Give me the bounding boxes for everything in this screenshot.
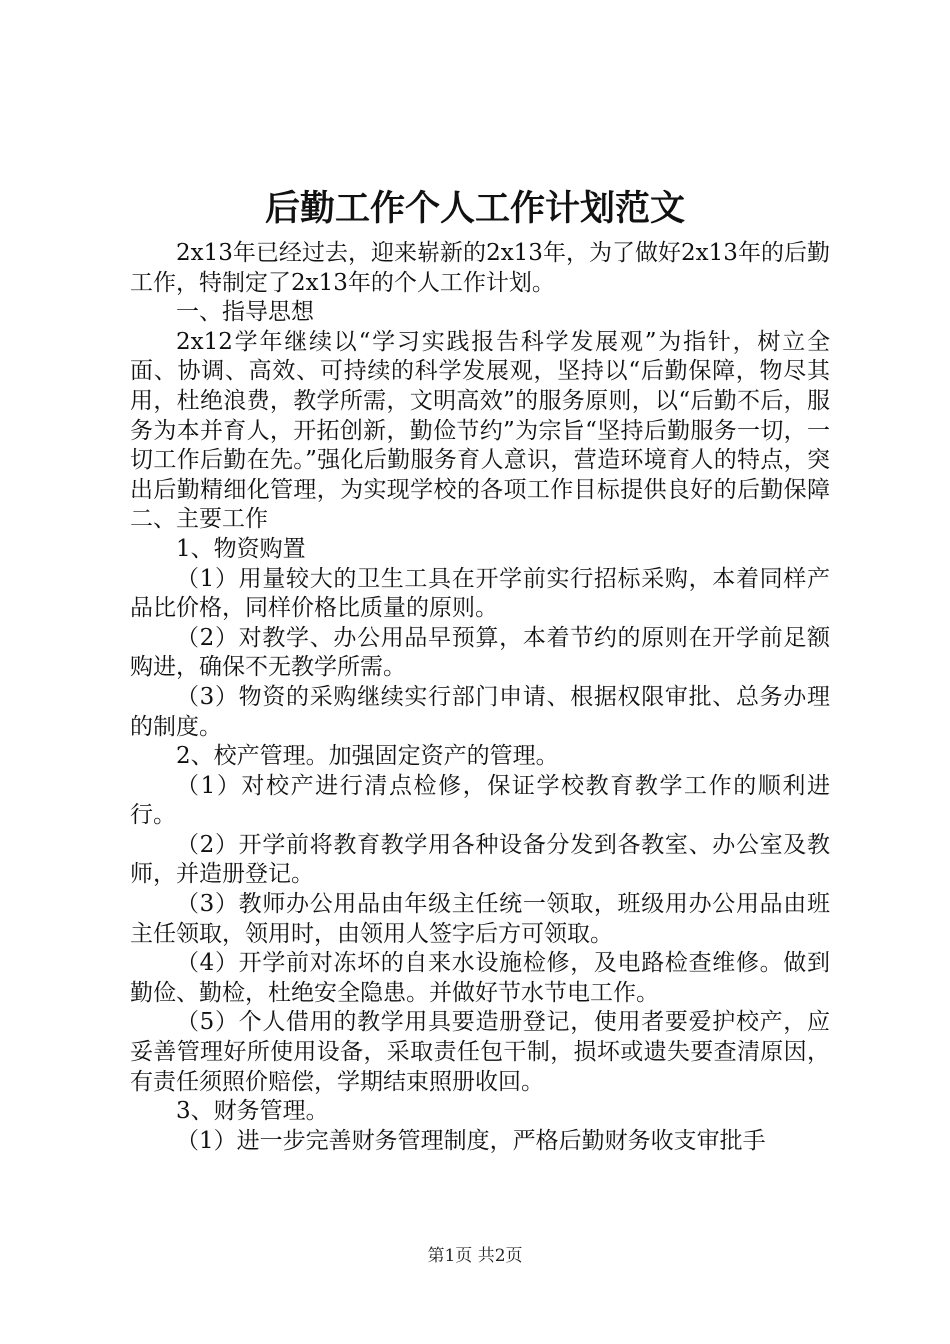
paragraph: （1）对校产进行清点检修，保证学校教育教学工作的顺利进行。 <box>130 772 830 829</box>
page-footer: 第1页 共2页 <box>427 1246 523 1266</box>
document-title: 后勤工作个人工作计划范文 <box>264 188 685 229</box>
section-heading: 一、指导思想 <box>176 299 314 326</box>
section-heading: 1、物资购置 <box>176 535 306 562</box>
document-body <box>130 239 830 1156</box>
paragraph: （1）用量较大的卫生工具在开学前实行招标采购，本着同样产品比价格，同样价格比质量的原则。 <box>130 565 830 622</box>
paragraph: 2x13年已经过去，迎来崭新的2x13年，为了做好2x13年的后勤工作，特制定了2x13年的个人工作计划。 <box>130 240 830 296</box>
paragraph: （1）进一步完善财务管理制度，严格后勤财务收支审批手 <box>176 1127 766 1154</box>
section-heading: 2、校产管理。加强固定资产的管理。 <box>176 743 559 770</box>
paragraph: （3）物资的采购继续实行部门申请、根据权限审批、总务办理的制度。 <box>130 683 830 740</box>
section-heading: 3、财务管理。 <box>176 1098 329 1125</box>
paragraph: （4）开学前对冻坏的自来水设施检修，及电路检查维修。做到勤俭、勤检，杜绝安全隐患。并做好节水节电工作。 <box>130 950 830 1006</box>
paragraph: （2）开学前将教育教学用各种设备分发到各教室、办公室及教师，并造册登记。 <box>130 831 830 888</box>
paragraph: 2x12学年继续以“学习实践报告科学发展观”为指针，树立全面、协调、高效、可持续的科学发展观，坚持以“后勤保障，物尽其用，杜绝浪费，教学所需，文明高效”的服务原则，以“后勤不后，服务为本并育人，开拓创新，勤俭节约”为宗旨“坚持后勤服务一切，一切工作后勤在先。”强化后勤服务育人意识，营造环境育人的特点，突出后勤精细化管理，为实现学校的各项工作目标提供良好的后勤保障二、主要工作 <box>130 328 830 533</box>
paragraph: （5）个人借用的教学用具要造册登记，使用者要爱护校产，应妥善管理好所使用设备，采取责任包干制，损坏或遗失要查清原因，有责任须照价赔偿，学期结束照册收回。 <box>130 1009 830 1095</box>
paragraph: （3）教师办公用品由年级主任统一领取，班级用办公用品由班主任领取，领用时，由领用人签字后方可领取。 <box>130 891 830 947</box>
paragraph: （2）对教学、办公用品早预算，本着节约的原则在开学前足额购进，确保不无教学所需。 <box>130 624 830 681</box>
